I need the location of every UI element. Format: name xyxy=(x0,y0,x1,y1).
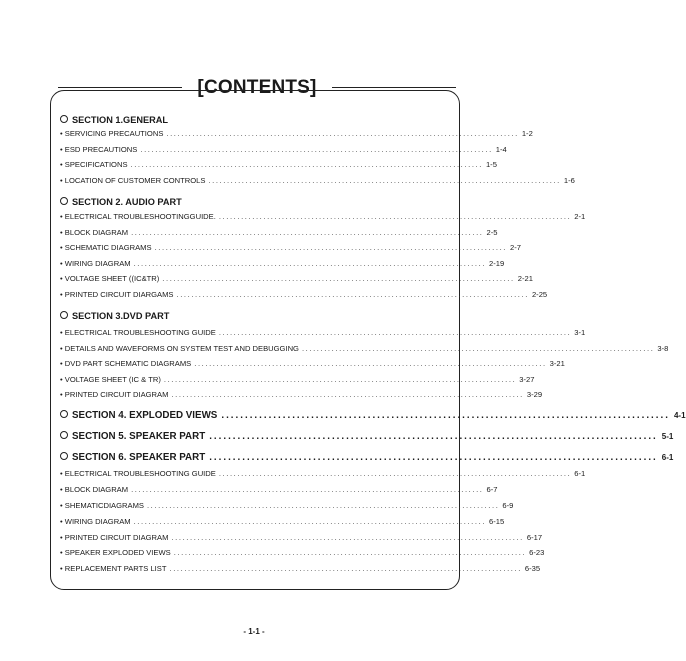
toc-entry: • PRINTED CIRCUIT DIARGAMS ............................................................................................... 2-25 xyxy=(60,290,548,299)
toc-entry: • DVD PART SCHEMATIC DIAGRAMS ............................................................................................... 3-21 xyxy=(60,359,565,368)
toc-entry: • ELECTRICAL TROUBLESHOOTINGGUIDE. ............................................................................................... 2-1 xyxy=(60,212,586,221)
section-heading: SECTION 3.DVD PART xyxy=(60,310,169,322)
toc-entry: • SERVICING PRECAUTIONS ............................................................................................... 1-2 xyxy=(60,129,533,138)
toc-entry: • ELECTRICAL TROUBLESHOOTING GUIDE ............................................................................................... 6-1 xyxy=(60,469,586,478)
section-heading: SECTION 6. SPEAKER PART ............................................................................................... 6-1 xyxy=(60,452,440,464)
section-heading: SECTION 2. AUDIO PART xyxy=(60,196,182,208)
toc-entry: • SCHEMATIC DIAGRAMS ............................................................................................... 2-7 xyxy=(60,243,521,252)
toc-entry: • DETAILS AND WAVEFORMS ON SYSTEM TEST AND DEBUGGING ............................................................................................... 3-8 xyxy=(60,344,669,353)
toc-entry: • ESD PRECAUTIONS ............................................................................................... 1-4 xyxy=(60,145,507,154)
toc-entry: • BLOCK DIAGRAM ............................................................................................... 6-7 xyxy=(60,485,498,494)
circle-bullet-icon xyxy=(60,115,68,123)
page-title: [CONTENTS] xyxy=(197,77,317,98)
toc-entry: • WIRING DIAGRAM ............................................................................................... 6-15 xyxy=(60,517,505,526)
title-rule-right xyxy=(332,87,456,88)
section-heading: SECTION 4. EXPLODED VIEWS ............................................................................................... 4-1 xyxy=(60,410,440,422)
toc-entry: • BLOCK DIAGRAM ............................................................................................... 2-5 xyxy=(60,228,498,237)
toc-entry: • ELECTRICAL TROUBLESHOOTING GUIDE ............................................................................................... 3-1 xyxy=(60,328,586,337)
toc-entry: • SPECIFICATIONS ............................................................................................... 1-5 xyxy=(60,160,497,169)
circle-bullet-icon xyxy=(60,452,68,460)
page-number: - 1-1 - xyxy=(243,627,265,636)
toc-entry: • VOLTAGE SHEET (IC & TR) ............................................................................................... 3-27 xyxy=(60,375,535,384)
circle-bullet-icon xyxy=(60,311,68,319)
toc-entry: • LOCATION OF CUSTOMER CONTROLS ............................................................................................... 1-6 xyxy=(60,176,575,185)
circle-bullet-icon xyxy=(60,410,68,418)
toc-entry: • SHEMATICDIAGRAMS ............................................................................................... 6-9 xyxy=(60,501,514,510)
section-heading: SECTION 5. SPEAKER PART ............................................................................................... 5-1 xyxy=(60,431,440,443)
toc-entry: • VOLTAGE SHEET ((IC&TR) ............................................................................................... 2-21 xyxy=(60,274,533,283)
toc-entry: • PRINTED CIRCUIT DIAGRAM ............................................................................................... 3-29 xyxy=(60,390,543,399)
circle-bullet-icon xyxy=(60,431,68,439)
circle-bullet-icon xyxy=(60,197,68,205)
section-heading: SECTION 1.GENERAL xyxy=(60,114,168,126)
toc-entry: • WIRING DIAGRAM ............................................................................................... 2-19 xyxy=(60,259,505,268)
toc-entry: • PRINTED CIRCUIT DIAGRAM ............................................................................................... 6-17 xyxy=(60,533,543,542)
toc-entry: • REPLACEMENT PARTS LIST ............................................................................................... 6-35 xyxy=(60,564,541,573)
toc-entry: • SPEAKER EXPLODED VIEWS ............................................................................................... 6-23 xyxy=(60,548,545,557)
